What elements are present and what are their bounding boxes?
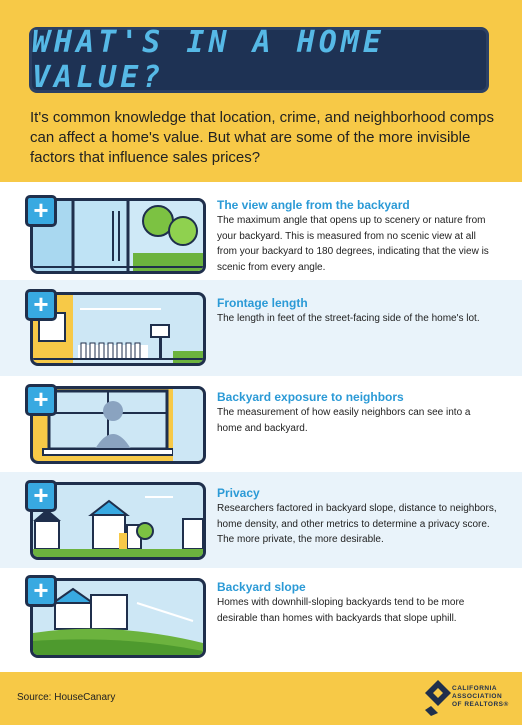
plus-icon: +	[25, 384, 57, 416]
factor-description: Homes with downhill-sloping backyards tend to be more desirable than homes with backyards that slope uphill.	[217, 597, 465, 624]
factor-description: Researchers factored in backyard slope, distance to neighbors, home density, and other metrics to determine a privacy score. The more private, the more desirable.	[217, 503, 497, 545]
plus-icon: +	[25, 575, 57, 607]
source-note: Source: HouseCanary	[17, 692, 116, 703]
factor-title: Privacy	[217, 486, 260, 500]
plus-icon: +	[25, 195, 57, 227]
factor-title: Backyard exposure to neighbors	[217, 390, 404, 404]
factor-description: The length in feet of the street-facing side of the home's lot.	[217, 313, 480, 324]
car-logo-text	[452, 685, 509, 709]
factor-description: The measurement of how easily neighbors can see into a home and backyard.	[217, 407, 471, 434]
factor-description: The maximum angle that opens up to scenery or nature from your backyard. This is measured from no scenic view at all from your backyard to 180 degrees, indicating that the view is scenic from every angle.	[217, 215, 489, 273]
title-banner	[29, 27, 489, 93]
logo-line: ASSOCIATION	[452, 693, 503, 700]
logo-line: OF REALTORS®	[452, 701, 509, 708]
intro-text: It's common knowledge that location, crime, and neighborhood comps can affect a home's value. But what are some of the more invisible factors that influence sales prices?	[30, 109, 494, 166]
logo-line: CALIFORNIA	[452, 685, 498, 692]
car-logo-icon	[425, 680, 451, 716]
plus-icon: +	[25, 480, 57, 512]
factor-title: Frontage length	[217, 296, 308, 310]
factor-title: The view angle from the backyard	[217, 198, 410, 212]
page-title: WHAT'S IN A HOME VALUE?	[32, 25, 385, 95]
plus-icon: +	[25, 289, 57, 321]
header	[0, 0, 522, 182]
factor-title: Backyard slope	[217, 580, 306, 594]
